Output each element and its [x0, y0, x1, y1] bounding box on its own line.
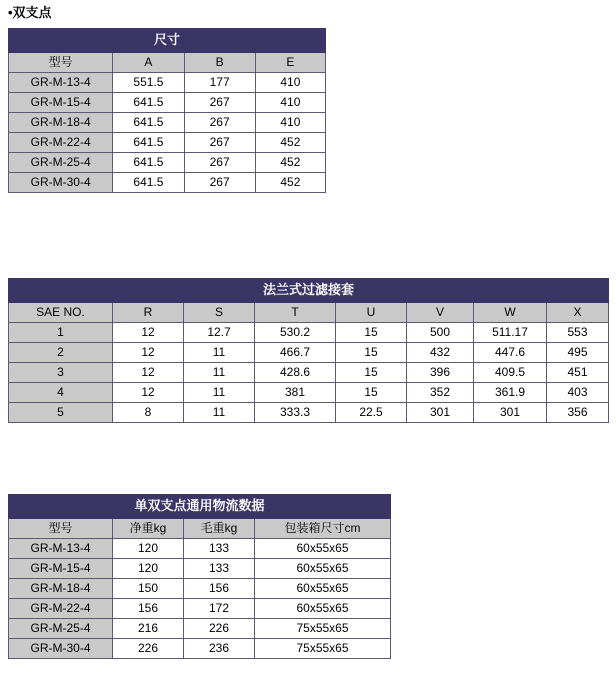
- cell-w: 301: [474, 403, 547, 423]
- table-header-row: [9, 53, 326, 73]
- table-row: [9, 539, 391, 559]
- cell-model: GR-M-15-4: [9, 559, 113, 579]
- cell-b: 267: [184, 93, 255, 113]
- table-row: [9, 73, 326, 93]
- cell-e: 410: [255, 73, 325, 93]
- cell-model: GR-M-22-4: [9, 599, 113, 619]
- cell-a: 551.5: [113, 73, 184, 93]
- cell-s: 11: [184, 343, 255, 363]
- column-header: R: [113, 303, 184, 323]
- cell-x: 356: [547, 403, 609, 423]
- cell-sae: 2: [9, 343, 113, 363]
- logistics-table-title: 单双支点通用物流数据: [9, 495, 391, 519]
- table-row: [9, 173, 326, 193]
- cell-u: 15: [336, 343, 407, 363]
- column-header: SAE NO.: [9, 303, 113, 323]
- page-heading: •双支点: [8, 5, 52, 20]
- cell-v: 432: [407, 343, 474, 363]
- cell-net-weight: 226: [113, 639, 184, 659]
- table-row: [9, 113, 326, 133]
- column-header: 毛重kg: [184, 519, 255, 539]
- cell-a: 641.5: [113, 133, 184, 153]
- cell-gross-weight: 133: [184, 539, 255, 559]
- cell-b: 267: [184, 113, 255, 133]
- cell-x: 553: [547, 323, 609, 343]
- table-row: [9, 363, 609, 383]
- cell-gross-weight: 156: [184, 579, 255, 599]
- table-title-row: [9, 279, 609, 303]
- cell-r: 12: [113, 383, 184, 403]
- cell-net-weight: 120: [113, 539, 184, 559]
- cell-net-weight: 216: [113, 619, 184, 639]
- column-header: B: [184, 53, 255, 73]
- cell-sae: 1: [9, 323, 113, 343]
- cell-model: GR-M-18-4: [9, 579, 113, 599]
- cell-model: GR-M-18-4: [9, 113, 113, 133]
- cell-sae: 3: [9, 363, 113, 383]
- cell-gross-weight: 226: [184, 619, 255, 639]
- cell-w: 409.5: [474, 363, 547, 383]
- cell-a: 641.5: [113, 153, 184, 173]
- cell-e: 410: [255, 113, 325, 133]
- cell-a: 641.5: [113, 173, 184, 193]
- table-header-row: [9, 519, 391, 539]
- cell-b: 267: [184, 173, 255, 193]
- column-header: S: [184, 303, 255, 323]
- table-title-row: [9, 29, 326, 53]
- table-row: [9, 559, 391, 579]
- cell-model: GR-M-13-4: [9, 539, 113, 559]
- cell-u: 22.5: [336, 403, 407, 423]
- cell-x: 451: [547, 363, 609, 383]
- cell-x: 495: [547, 343, 609, 363]
- cell-t: 381: [255, 383, 336, 403]
- cell-box-size: 75x55x65: [255, 619, 391, 639]
- flange-table-title: 法兰式过滤接套: [9, 279, 609, 303]
- cell-model: GR-M-25-4: [9, 619, 113, 639]
- cell-r: 12: [113, 343, 184, 363]
- cell-model: GR-M-13-4: [9, 73, 113, 93]
- cell-u: 15: [336, 363, 407, 383]
- cell-v: 500: [407, 323, 474, 343]
- table-row: [9, 639, 391, 659]
- column-header: X: [547, 303, 609, 323]
- cell-e: 452: [255, 153, 325, 173]
- column-header: E: [255, 53, 325, 73]
- table-row: [9, 323, 609, 343]
- column-header: 净重kg: [113, 519, 184, 539]
- cell-e: 452: [255, 173, 325, 193]
- cell-a: 641.5: [113, 93, 184, 113]
- table-row: [9, 579, 391, 599]
- cell-model: GR-M-22-4: [9, 133, 113, 153]
- column-header: U: [336, 303, 407, 323]
- cell-t: 428.6: [255, 363, 336, 383]
- cell-b: 177: [184, 73, 255, 93]
- table-row: [9, 93, 326, 113]
- cell-gross-weight: 236: [184, 639, 255, 659]
- cell-s: 11: [184, 403, 255, 423]
- column-header: V: [407, 303, 474, 323]
- column-header: W: [474, 303, 547, 323]
- cell-b: 267: [184, 133, 255, 153]
- cell-v: 301: [407, 403, 474, 423]
- table-row: [9, 343, 609, 363]
- cell-w: 511.17: [474, 323, 547, 343]
- cell-box-size: 60x55x65: [255, 579, 391, 599]
- cell-u: 15: [336, 383, 407, 403]
- column-header: A: [113, 53, 184, 73]
- cell-box-size: 60x55x65: [255, 539, 391, 559]
- cell-r: 8: [113, 403, 184, 423]
- table-row: [9, 153, 326, 173]
- table-row: [9, 383, 609, 403]
- cell-box-size: 60x55x65: [255, 599, 391, 619]
- table-title-row: [9, 495, 391, 519]
- cell-e: 452: [255, 133, 325, 153]
- column-header: 型号: [9, 53, 113, 73]
- cell-e: 410: [255, 93, 325, 113]
- cell-r: 12: [113, 363, 184, 383]
- cell-x: 403: [547, 383, 609, 403]
- cell-t: 333.3: [255, 403, 336, 423]
- cell-gross-weight: 172: [184, 599, 255, 619]
- cell-v: 352: [407, 383, 474, 403]
- cell-net-weight: 150: [113, 579, 184, 599]
- cell-t: 466.7: [255, 343, 336, 363]
- cell-r: 12: [113, 323, 184, 343]
- column-header: 型号: [9, 519, 113, 539]
- table-row: [9, 619, 391, 639]
- cell-u: 15: [336, 323, 407, 343]
- cell-net-weight: 120: [113, 559, 184, 579]
- dimensions-table: [8, 28, 326, 193]
- cell-model: GR-M-15-4: [9, 93, 113, 113]
- cell-sae: 4: [9, 383, 113, 403]
- cell-sae: 5: [9, 403, 113, 423]
- cell-s: 11: [184, 383, 255, 403]
- cell-b: 267: [184, 153, 255, 173]
- cell-model: GR-M-25-4: [9, 153, 113, 173]
- cell-s: 12.7: [184, 323, 255, 343]
- logistics-table: [8, 494, 391, 659]
- cell-w: 447.6: [474, 343, 547, 363]
- cell-t: 530.2: [255, 323, 336, 343]
- table-row: [9, 599, 391, 619]
- table-row: [9, 403, 609, 423]
- cell-model: GR-M-30-4: [9, 639, 113, 659]
- cell-a: 641.5: [113, 113, 184, 133]
- table-row: [9, 133, 326, 153]
- cell-w: 361.9: [474, 383, 547, 403]
- cell-v: 396: [407, 363, 474, 383]
- cell-s: 11: [184, 363, 255, 383]
- column-header: 包装箱尺寸cm: [255, 519, 391, 539]
- cell-model: GR-M-30-4: [9, 173, 113, 193]
- cell-box-size: 75x55x65: [255, 639, 391, 659]
- cell-gross-weight: 133: [184, 559, 255, 579]
- flange-table: [8, 278, 609, 423]
- cell-box-size: 60x55x65: [255, 559, 391, 579]
- cell-net-weight: 156: [113, 599, 184, 619]
- table-header-row: [9, 303, 609, 323]
- dimensions-table-title: 尺寸: [9, 29, 326, 53]
- column-header: T: [255, 303, 336, 323]
